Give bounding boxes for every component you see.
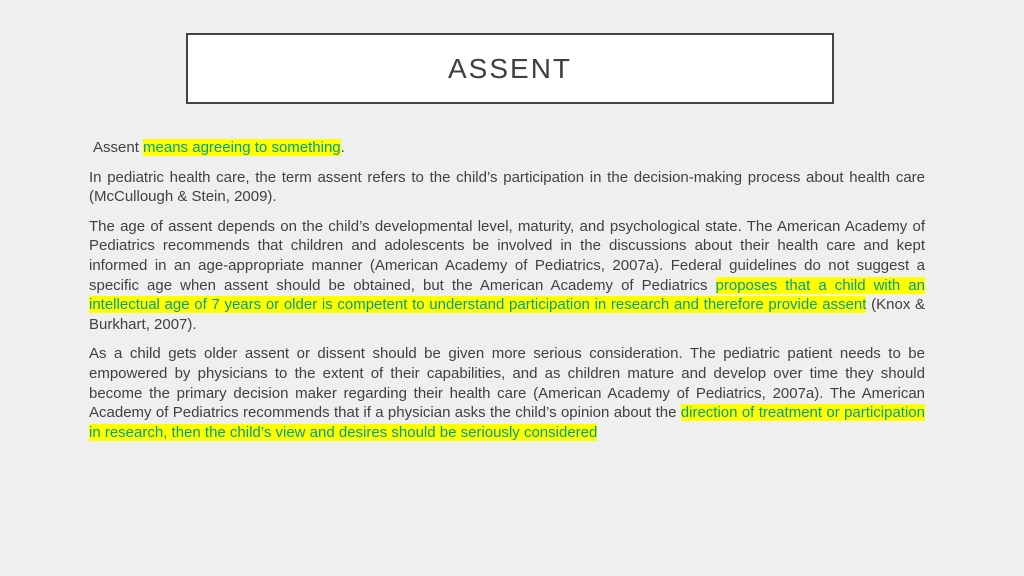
- definition-text: Assent: [93, 139, 144, 156]
- age-of-assent-highlight: proposes that a child with an intellectual age of 7 years or older is competent to understand participation in research and therefore provide assent: [89, 276, 925, 314]
- paragraph-age-of-assent: [89, 217, 925, 335]
- slide-title: ASSENT: [447, 52, 573, 84]
- slide-body: [89, 138, 925, 452]
- paragraph-pediatric-assent: In pediatric health care, the term assent refers to the child’s participation in the decision-making process about health care (McCullough & Stein, 2009).: [89, 168, 925, 206]
- paragraph-older-child: [89, 344, 925, 442]
- age-of-assent-citation: (Knox & Burkhart, 2007).: [89, 296, 925, 333]
- older-child-text: As a child gets older assent or dissent should be given more serious consideration. The pediatric patient needs to be empowered by physicians to the extent of their capabilities, and as children mature and develop over time they should become the primary decision maker regarding their health care (American Academy of Pediatrics, 2007a). The American Academy of Pediatrics recommends that if a physician asks the child’s opinion about the: [89, 345, 925, 422]
- older-child-highlight: direction of treatment or participation in research, then the child’s view and desires should be seriously considered: [89, 404, 925, 441]
- definition-highlight: means agreeing to something: [143, 139, 341, 156]
- definition-end: .: [340, 139, 345, 156]
- paragraph-definition: [89, 138, 925, 158]
- age-of-assent-text: The age of assent depends on the child’s developmental level, maturity, and psychological state. The American Academy of Pediatrics recommends that children and adolescents be involved in the discussions about their health care and kept informed in an age-appropriate manner (American Academy of Pediatrics, 2007a). Federal guidelines do not suggest a specific age when assent should be obtained, but the American Academy of Pediatrics: [89, 217, 925, 294]
- slide-title-box: [186, 33, 834, 104]
